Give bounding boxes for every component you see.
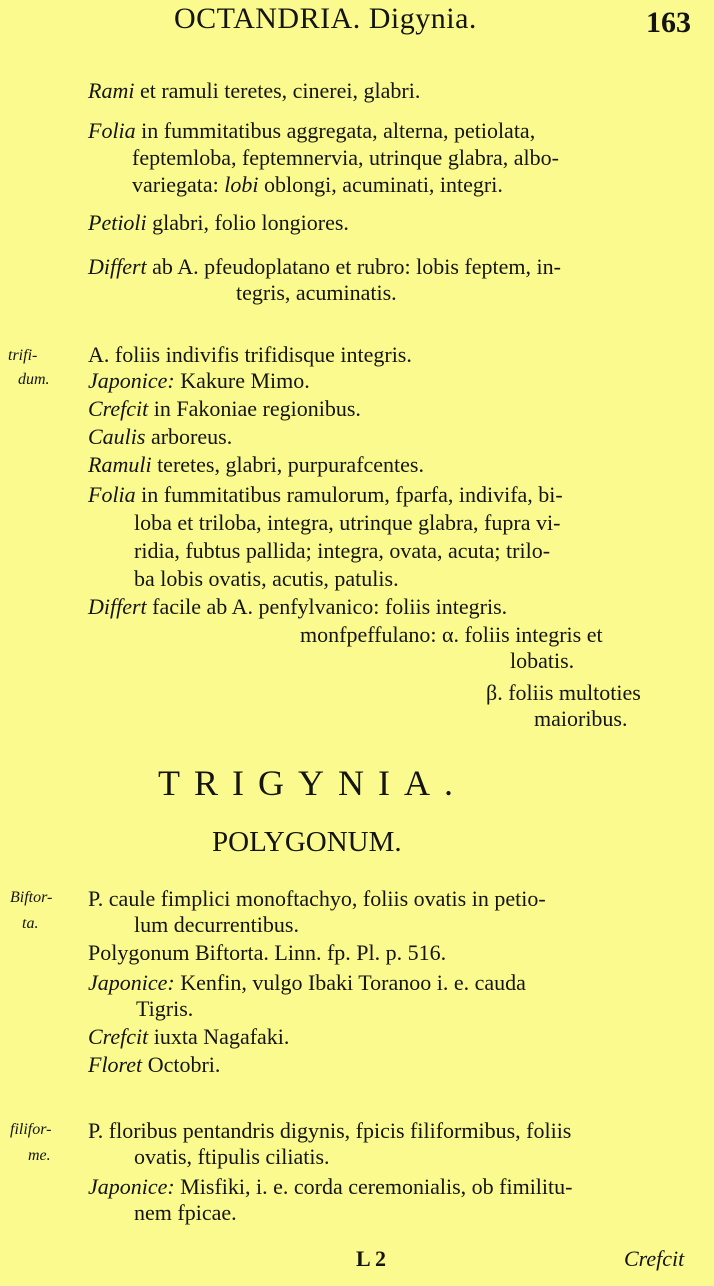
filiforme-diagnosis-2: ovatis, ftipulis ciliatis. <box>134 1144 330 1169</box>
rami-term: Rami <box>88 78 135 103</box>
bistorta-crescit <box>88 1024 289 1050</box>
caulis-term: Caulis <box>88 424 146 449</box>
trifidum-diagnosis: A. foliis indivifis trifidisque integris. <box>88 342 412 367</box>
bistorta-japonice-2: Tigris. <box>136 996 194 1021</box>
catchword: Crefcit <box>624 1246 685 1271</box>
differt-text-1: ab A. pfeudoplatano et rubro: lobis feptem, in- <box>152 254 561 279</box>
ramuli-term: Ramuli <box>88 452 152 477</box>
trifidum-folia-1 <box>88 482 563 508</box>
crescit-term-2: Crefcit <box>88 1024 149 1049</box>
petioli-line <box>88 210 349 236</box>
folia-line-2: feptemloba, feptemnervia, utrinque glabra, albo- <box>132 145 559 170</box>
differt-term-2: Differt <box>88 594 147 619</box>
folia-text-1: in fummitatibus aggregata, alterna, petiolata, <box>141 118 536 143</box>
running-header: OCTANDRIA. Digynia. <box>174 2 477 35</box>
crescit-text: in Fakoniae regionibus. <box>153 396 361 421</box>
monspessulano-line-2: lobatis. <box>510 648 575 673</box>
margin-label-bistorta-1: Biftor- <box>10 889 53 906</box>
signature-mark: L 2 <box>356 1246 386 1271</box>
japonice-text: Kakure Mimo. <box>180 368 310 393</box>
margin-label-trifidum-1: trifi- <box>8 347 38 364</box>
lobi-term: lobi <box>224 172 259 197</box>
rami-line <box>88 78 420 104</box>
trifidum-japonice <box>88 368 310 394</box>
differt-term: Differt <box>88 254 147 279</box>
margin-label-filiforme-2: me. <box>28 1147 51 1164</box>
differt-line-1 <box>88 254 561 280</box>
trifidum-folia-3: ridia, fubtus pallida; integra, ovata, acuta; trilo- <box>134 538 551 563</box>
japonice-term-2: Japonice: <box>88 970 175 995</box>
trifidum-folia-2: loba et triloba, integra, utrinque glabra, fupra vi- <box>134 510 561 535</box>
differt-line-2: tegris, acuminatis. <box>236 280 397 305</box>
bistorta-floret <box>88 1052 220 1078</box>
monspessulano-line-3: β. foliis multoties <box>486 680 641 705</box>
folia-text-3a: variegata: <box>132 172 219 197</box>
folia-term-2: Folia <box>88 482 136 507</box>
trifidum-folia-4: ba lobis ovatis, acutis, patulis. <box>134 566 399 591</box>
floret-term: Floret <box>88 1052 143 1077</box>
folia-text-a: in fummitatibus ramulorum, fparfa, indivifa, bi- <box>141 482 563 507</box>
trifidum-crescit <box>88 396 361 422</box>
monspessulano-line-4: maioribus. <box>534 706 628 731</box>
rami-text: et ramuli teretes, cinerei, glabri. <box>139 78 421 103</box>
monspessulano-line-1: monfpeffulano: α. foliis integris et <box>300 622 603 647</box>
differt-text-2: facile ab A. penfylvanico: foliis integris. <box>152 594 508 619</box>
petioli-text: glabri, folio longiores. <box>152 210 349 235</box>
bistorta-diagnosis-2: lum decurrentibus. <box>134 912 299 937</box>
margin-label-trifidum-2: dum. <box>18 371 50 388</box>
folia-line-3 <box>132 172 503 198</box>
crescit-text-2: iuxta Nagafaki. <box>153 1024 290 1049</box>
filiforme-japonice <box>88 1174 572 1200</box>
floret-text: Octobri. <box>147 1052 221 1077</box>
japonice-text-3: Misfiki, i. e. corda ceremonialis, ob fimilitu- <box>180 1174 573 1199</box>
bistorta-japonice <box>88 970 526 996</box>
trifidum-ramuli <box>88 452 424 478</box>
japonice-text-2: Kenfin, vulgo Ibaki Toranoo i. e. cauda <box>180 970 526 995</box>
ramuli-text: teretes, glabri, purpurafcentes. <box>157 452 424 477</box>
crescit-term: Crefcit <box>88 396 149 421</box>
japonice-term: Japonice: <box>88 368 175 393</box>
margin-label-filiforme-1: filifor- <box>10 1121 52 1138</box>
folia-line-1 <box>88 118 535 144</box>
bistorta-synonym: Polygonum Biftorta. Linn. fp. Pl. p. 516. <box>88 940 447 965</box>
folia-term: Folia <box>88 118 136 143</box>
margin-label-bistorta-2: ta. <box>22 915 39 932</box>
bistorta-diagnosis-1: P. caule fimplici monoftachyo, foliis ovatis in petio- <box>88 886 546 911</box>
caulis-text: arboreus. <box>150 424 233 449</box>
japonice-term-3: Japonice: <box>88 1174 175 1199</box>
genus-heading: POLYGONUM. <box>212 826 402 858</box>
folia-text-3b: oblongi, acuminati, integri. <box>263 172 503 197</box>
trifidum-differt <box>88 594 507 620</box>
filiforme-japonice-2: nem fpicae. <box>134 1200 237 1225</box>
petioli-term: Petioli <box>88 210 147 235</box>
trifidum-caulis <box>88 424 232 450</box>
filiforme-diagnosis-1: P. floribus pentandris digynis, fpicis filiformibus, foliis <box>88 1118 572 1143</box>
section-heading: TRIGYNIA. <box>158 763 467 803</box>
page-number: 163 <box>646 6 691 39</box>
